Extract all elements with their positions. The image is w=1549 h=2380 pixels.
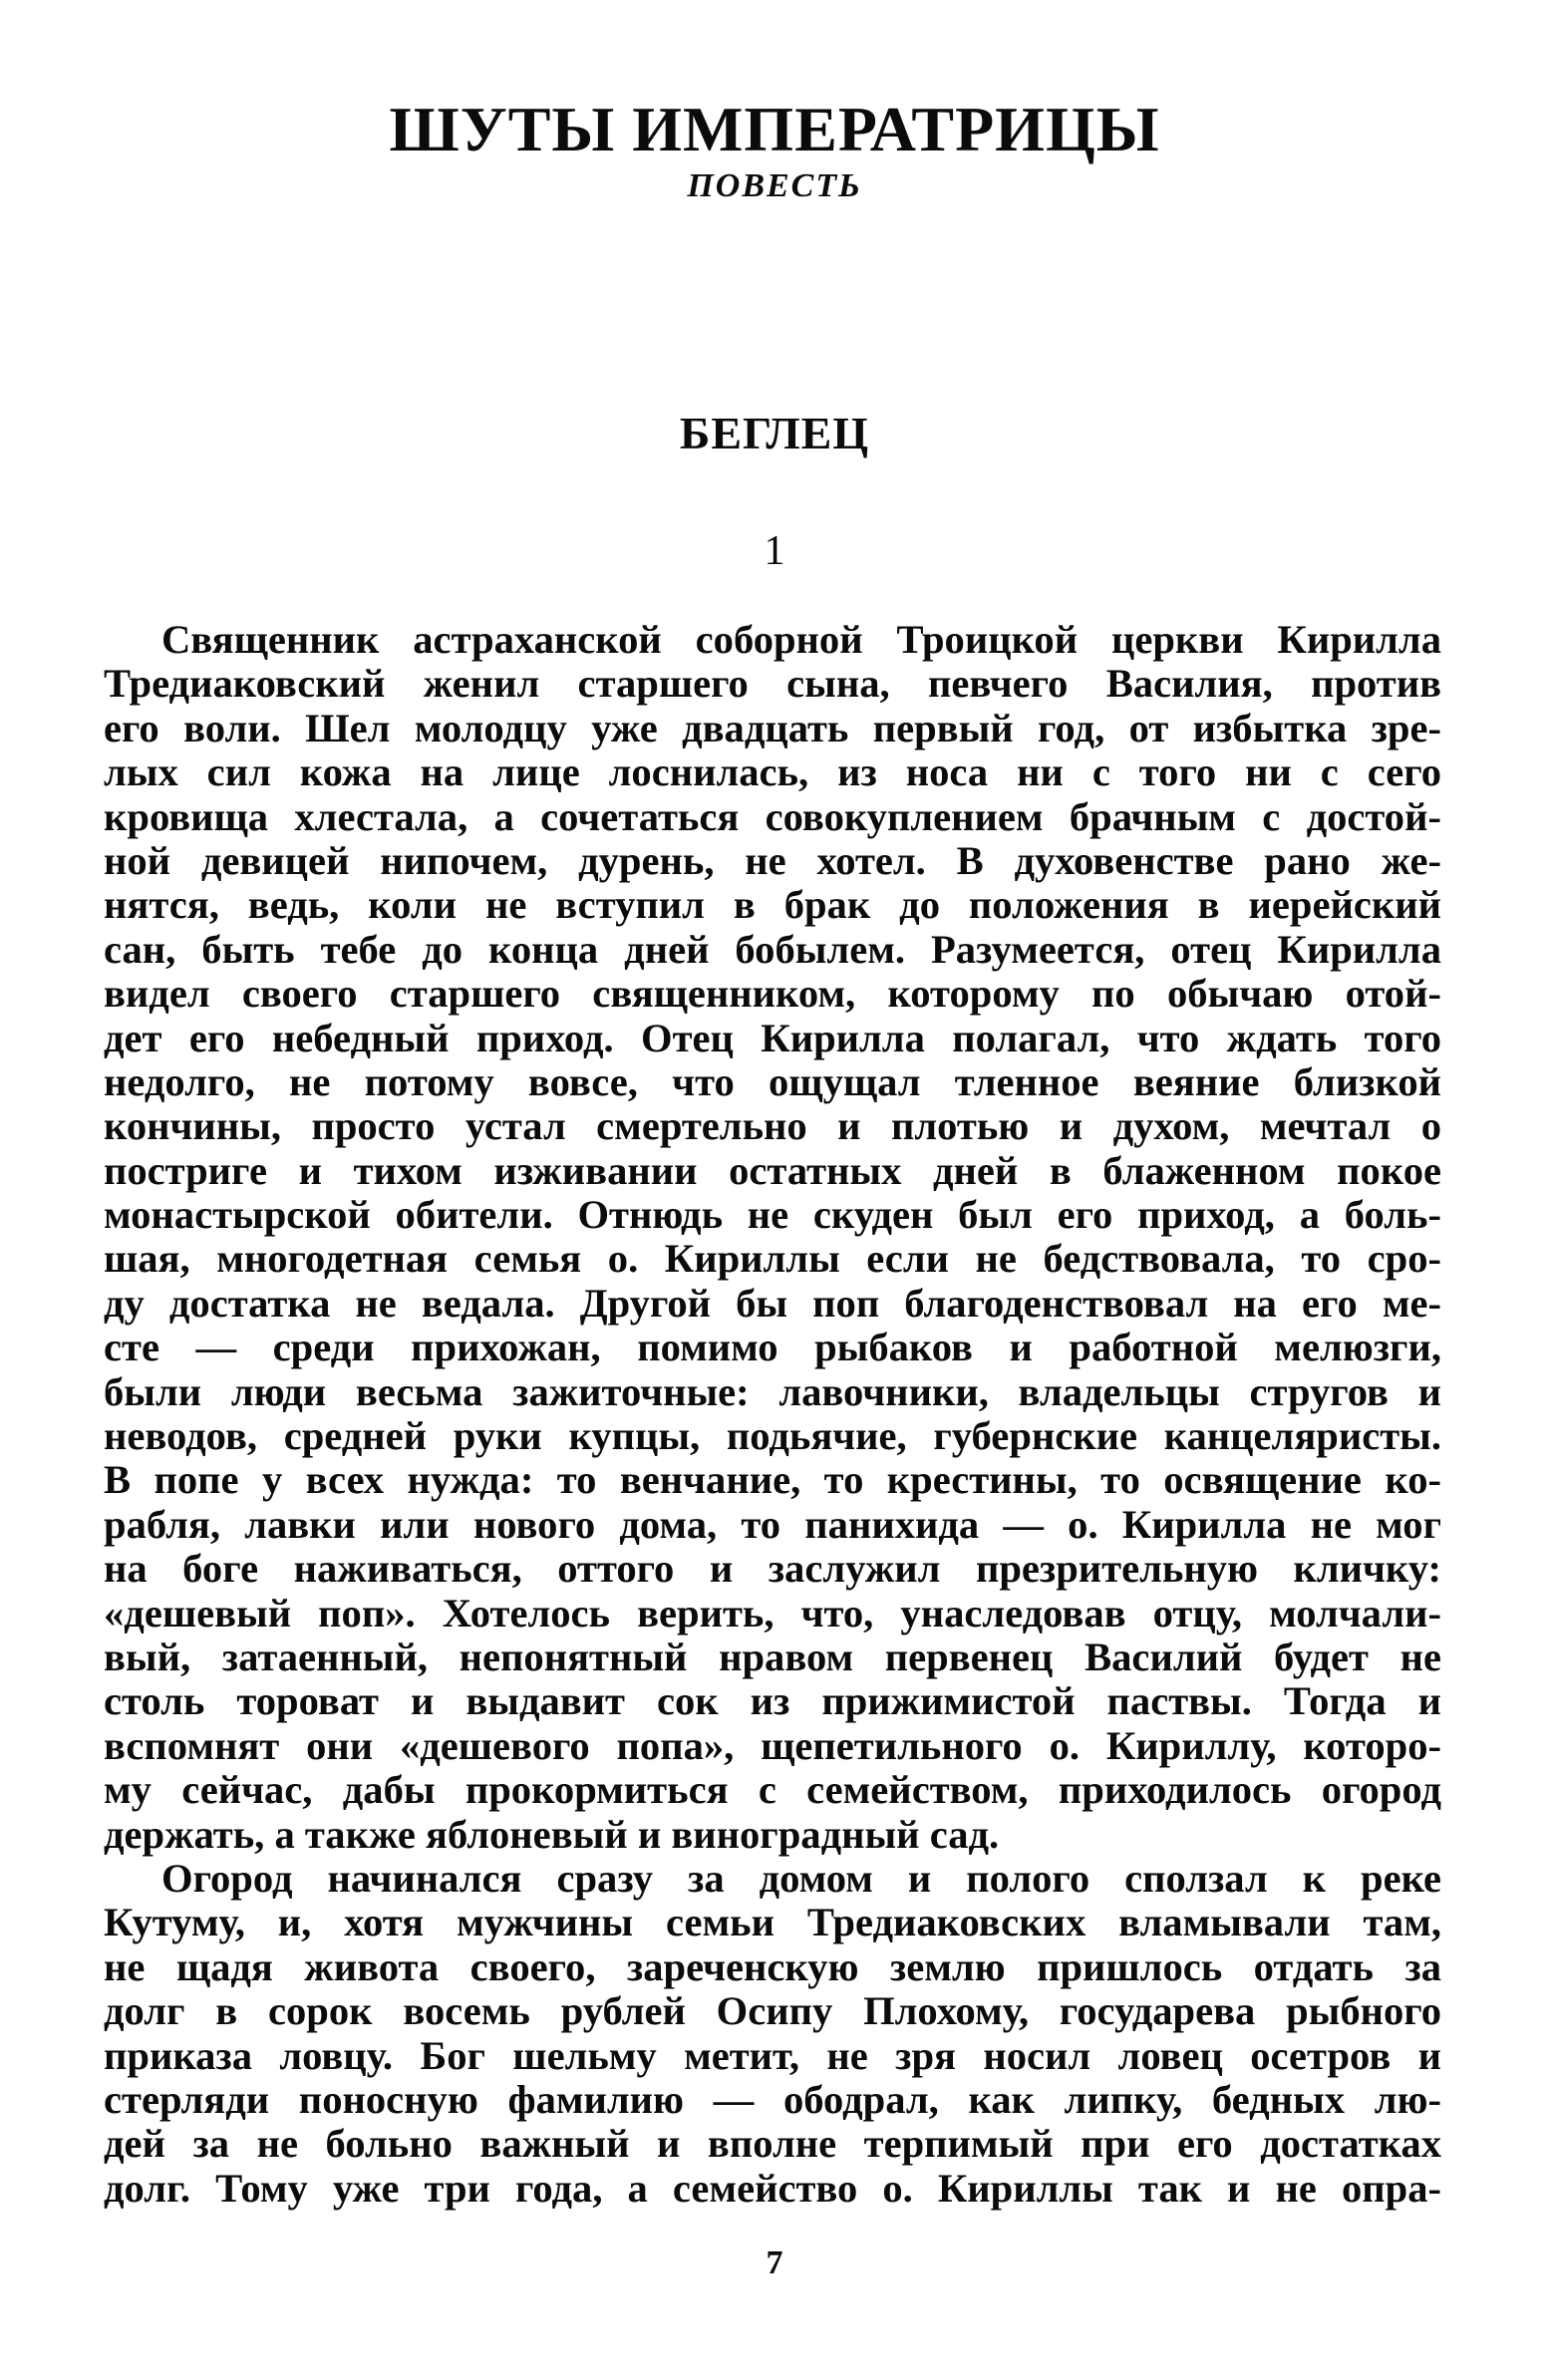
text-line: держать, а также яблоневый и виноградный сад. xyxy=(104,1811,1000,1857)
text-line: вспомнят они «дешевого попа», щепетильного о. Кириллу, которо- xyxy=(104,1722,1441,1768)
text-line: сте — среди прихожан, помимо рыбаков и работной мелюзги, xyxy=(104,1325,1441,1370)
text-line: недолго, не потому вовсе, что ощущал тленное веяние близкой xyxy=(104,1058,1441,1104)
text-line: долг в сорок восемь рублей Осипу Плохому, государева рыбного xyxy=(104,1988,1441,2034)
text-line: рабля, лавки или нового дома, то панихида — о. Кирилла не мог xyxy=(104,1501,1441,1547)
text-line: нятся, ведь, коли не вступил в брак до положения в иерейский xyxy=(104,882,1441,928)
text-line: шая, многодетная семья о. Кириллы если не бедствовала, то сро- xyxy=(104,1236,1441,1282)
text-line: Кутуму, и, хотя мужчины семьи Тредиаковских вламывали там, xyxy=(104,1900,1441,1945)
text-line: дей за не больно важный и вполне терпимый при его достатках xyxy=(104,2121,1441,2167)
text-line: В попе у всех нужда: то венчание, то крестины, то освящение ко- xyxy=(104,1457,1441,1503)
book-subtitle: ПОВЕСТЬ xyxy=(687,167,862,204)
text-line: не щадя живота своего, зареченскую землю пришлось отдать за xyxy=(104,1943,1441,1989)
text-line: его воли. Шел молодцу уже двадцать первый год, от избытка зре- xyxy=(104,705,1441,750)
text-line: сан, быть тебе до конца дней бобылем. Разумеется, отец Кирилла xyxy=(104,926,1441,972)
text-line: ду достатка не ведала. Другой бы поп благоденствовал на его ме- xyxy=(104,1280,1441,1326)
text-line: неводов, средней руки купцы, подьячие, губернские канцеляристы. xyxy=(104,1413,1441,1459)
paragraph xyxy=(104,618,1441,1857)
text-line: приказа ловцу. Бог шельму метит, не зря носил ловец осетров и xyxy=(104,2032,1441,2078)
text-line: лых сил кожа на лице лоснилась, из носа ни с того ни с сего xyxy=(104,749,1441,795)
text-line: Огород начинался сразу за домом и полого сползал к реке xyxy=(161,1855,1441,1901)
text-line: долг. Тому уже три года, а семейство о. Кириллы так и не опра- xyxy=(104,2165,1441,2211)
text-line: постриге и тихом изживании остатных дней в блаженном покое xyxy=(104,1147,1441,1193)
text-line: Тредиаковский женил старшего сына, певчего Василия, против xyxy=(104,661,1441,707)
text-line: стерляди поносную фамилию — ободрал, как липку, бедных лю- xyxy=(104,2076,1441,2122)
paragraph xyxy=(104,1857,1441,2211)
body-text xyxy=(104,618,1441,2211)
chapter-title: БЕГЛЕЦ xyxy=(679,408,870,458)
section-number: 1 xyxy=(764,528,785,574)
text-line: столь тороват и выдавит сок из прижимистой паствы. Тогда и xyxy=(104,1678,1441,1724)
text-line: были люди весьма зажиточные: лавочники, владельцы стругов и xyxy=(104,1368,1441,1414)
text-line: на боге наживаться, оттого и заслужил презрительную кличку: xyxy=(104,1546,1441,1592)
text-line: му сейчас, дабы прокормиться с семейством, приходилось огород xyxy=(104,1767,1441,1813)
text-line: «дешевый поп». Хотелось верить, что, унаследовав отцу, молчали- xyxy=(104,1590,1441,1636)
text-line: Священник астраханской соборной Троицкой церкви Кирилла xyxy=(161,617,1441,662)
text-line: кончины, просто устал смертельно и плотью и духом, мечтал о xyxy=(104,1103,1441,1149)
page-number: 7 xyxy=(766,2244,783,2281)
text-line: видел своего старшего священником, которому по обычаю отой- xyxy=(104,971,1441,1017)
text-line: монастырской обители. Отнюдь не скуден был его приход, а боль- xyxy=(104,1192,1441,1238)
text-line: вый, затаенный, непонятный нравом первенец Василий будет не xyxy=(104,1634,1441,1679)
text-line: ной девицей нипочем, дурень, не хотел. В духовенстве рано же- xyxy=(104,837,1441,883)
text-line: дет его небедный приход. Отец Кирилла полагал, что ждать того xyxy=(104,1015,1441,1060)
text-line: кровища хлестала, а сочетаться совокуплением брачным с достой- xyxy=(104,793,1441,839)
book-title: ШУТЫ ИМПЕРАТРИЦЫ xyxy=(389,94,1160,164)
